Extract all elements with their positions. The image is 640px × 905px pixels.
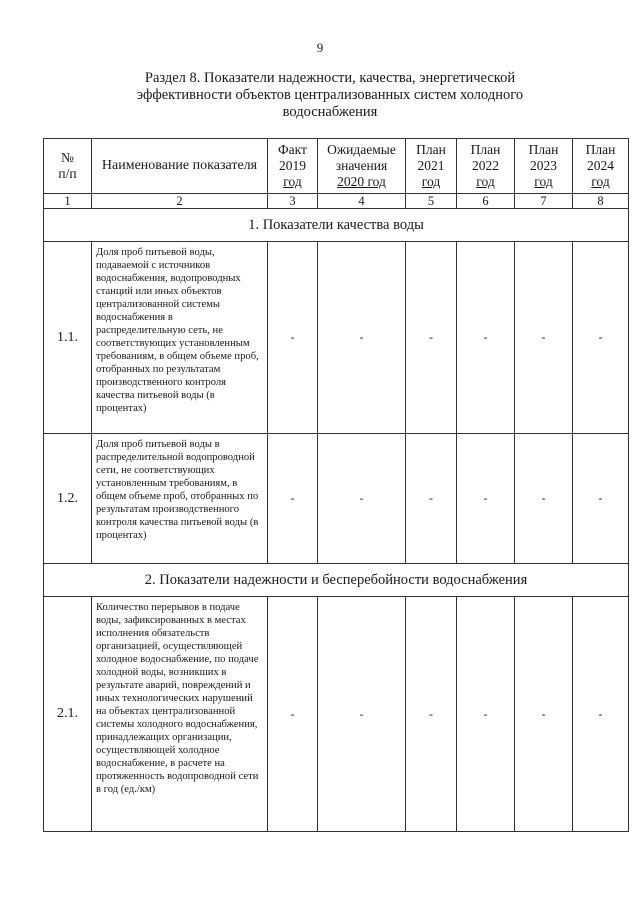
row-number: 1.2. — [44, 434, 92, 564]
header-plan-2023: План 2023 год — [515, 139, 573, 194]
group-title: 1. Показатели качества воды — [44, 209, 629, 242]
header-num: № п/п — [44, 139, 92, 194]
table-row — [44, 242, 629, 434]
group-title: 2. Показатели надежности и бесперебойности водоснабжения — [44, 564, 629, 597]
row-value-plan-2023: - — [515, 597, 573, 832]
section-title-line: водоснабжения — [282, 104, 378, 120]
table-row — [44, 597, 629, 832]
row-value-plan-2021: - — [406, 597, 457, 832]
row-value-plan-2022: - — [457, 242, 515, 434]
row-value-plan-2024: - — [573, 597, 629, 832]
row-value-plan-2021: - — [406, 434, 457, 564]
header-name: Наименование показателя — [92, 139, 268, 194]
table-header-row — [44, 139, 629, 194]
table-row — [44, 434, 629, 564]
row-value-plan-2021: - — [406, 242, 457, 434]
column-number: 1 — [44, 194, 92, 209]
column-number: 6 — [457, 194, 515, 209]
column-number: 4 — [318, 194, 406, 209]
row-value-expected-2020: - — [318, 434, 406, 564]
row-indicator-name: Количество перерывов в подаче воды, зафиксированных в местах исполнения обязательств организацией, осуществляющей холодное водоснабжение, по подаче холодной воды, возникших в результате аварий, повреждений и иных технологических нарушений на объектах централизованной системы холодного водоснабжения, принадлежащих организации, осуществляющей холодное водоснабжение, в расчете на протяженность водопроводной сети в год (ед./км) — [92, 597, 268, 832]
row-value-plan-2022: - — [457, 434, 515, 564]
indicators-table — [43, 138, 629, 832]
row-value-fact-2019: - — [268, 597, 318, 832]
group-header-row — [44, 209, 629, 242]
row-number: 2.1. — [44, 597, 92, 832]
section-title — [100, 70, 560, 121]
row-value-plan-2023: - — [515, 242, 573, 434]
row-value-plan-2024: - — [573, 434, 629, 564]
section-title-line: Раздел 8. Показатели надежности, качества, энергетической — [144, 70, 516, 86]
row-number: 1.1. — [44, 242, 92, 434]
row-value-plan-2024: - — [573, 242, 629, 434]
header-plan-2022: План 2022 год — [457, 139, 515, 194]
column-number: 5 — [406, 194, 457, 209]
row-value-expected-2020: - — [318, 242, 406, 434]
row-value-fact-2019: - — [268, 242, 318, 434]
header-expected-2020: Ожидаемые значения 2020 год — [318, 139, 406, 194]
header-plan-2024: План 2024 год — [573, 139, 629, 194]
page-number: 9 — [316, 40, 324, 55]
header-fact-2019: Факт 2019 год — [268, 139, 318, 194]
column-number: 8 — [573, 194, 629, 209]
row-value-fact-2019: - — [268, 434, 318, 564]
header-plan-2021: План 2021 год — [406, 139, 457, 194]
column-number-row — [44, 194, 629, 209]
group-header-row — [44, 564, 629, 597]
row-value-plan-2023: - — [515, 434, 573, 564]
row-value-expected-2020: - — [318, 597, 406, 832]
column-number: 3 — [268, 194, 318, 209]
row-value-plan-2022: - — [457, 597, 515, 832]
row-indicator-name: Доля проб питьевой воды, подаваемой с источников водоснабжения, водопроводных станций или иных объектов централизованной системы водоснабжения в распределительную сеть, не соответствующих установленным требованиям, в общем объеме проб, отобранных по результатам производственного контроля качества питьевой воды (в процентах) — [92, 242, 268, 434]
section-title-line: эффективности объектов централизованных систем холодного — [136, 87, 524, 103]
column-number: 7 — [515, 194, 573, 209]
row-indicator-name: Доля проб питьевой воды в распределительной водопроводной сети, не соответствующих установленным требованиям, в общем объеме проб, отобранных по результатам производственного контроля качества питьевой воды (в процентах) — [92, 434, 268, 564]
column-number: 2 — [92, 194, 268, 209]
